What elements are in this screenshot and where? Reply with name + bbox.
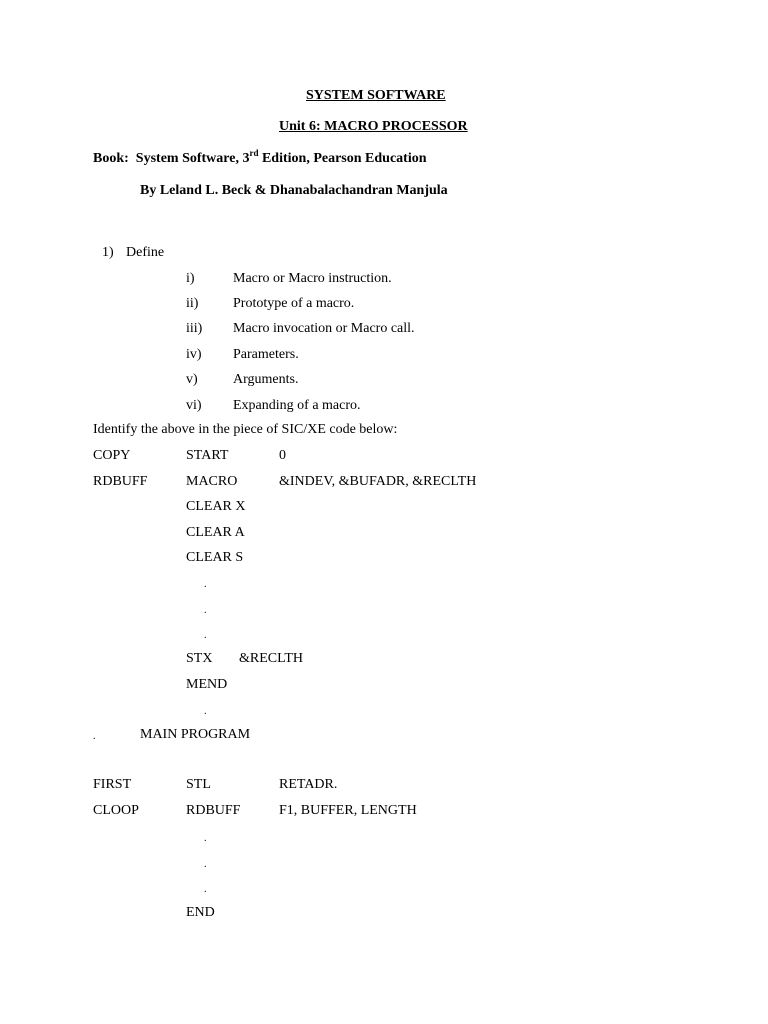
book-line (93, 150, 427, 168)
ellipsis-dot: . (204, 884, 207, 895)
definition-text: Expanding of a macro. (233, 398, 361, 413)
code-op: MACRO (186, 474, 238, 489)
code-op: START (186, 448, 229, 463)
ellipsis-dot: . (204, 706, 207, 717)
code-op: END (186, 905, 215, 920)
definition-text: Macro invocation or Macro call. (233, 321, 415, 336)
code-label: CLOOP (93, 803, 139, 818)
unit-title: Unit 6: MACRO PROCESSOR (279, 119, 468, 134)
definition-num: v) (186, 372, 198, 387)
ellipsis-dot: . (204, 605, 207, 616)
course-title: SYSTEM SOFTWARE (306, 88, 446, 103)
code-op: CLEAR X (186, 499, 246, 514)
instruction-text: Identify the above in the piece of SIC/XE code below: (93, 422, 398, 437)
definition-num: ii) (186, 296, 199, 311)
comment-dot: . (93, 731, 96, 742)
book-title: System Software, 3rd Edition, Pearson Education (135, 148, 427, 166)
code-operand: 0 (279, 448, 286, 463)
code-op: CLEAR A (186, 525, 245, 540)
definition-text: Macro or Macro instruction. (233, 271, 392, 286)
ellipsis-dot: . (204, 833, 207, 844)
definition-num: iv) (186, 347, 202, 362)
code-label: RDBUFF (93, 474, 148, 489)
code-label: FIRST (93, 777, 132, 792)
ellipsis-dot: . (204, 579, 207, 590)
code-op: CLEAR S (186, 550, 244, 565)
definition-num: vi) (186, 398, 202, 413)
code-operand: &INDEV, &BUFADR, &RECLTH (279, 474, 477, 489)
ellipsis-dot: . (204, 630, 207, 641)
authors-line: By Leland L. Beck & Dhanabalachandran Manjula (140, 183, 448, 198)
code-operand: &RECLTH (239, 651, 304, 666)
code-op: MEND (186, 677, 228, 692)
code-op: STL (186, 777, 211, 792)
code-op: STX (186, 651, 213, 666)
definition-text: Prototype of a macro. (233, 296, 355, 311)
code-op: RDBUFF (186, 803, 241, 818)
question-number: 1) (102, 245, 114, 260)
book-label: Book: (93, 151, 129, 166)
question-verb: Define (126, 245, 165, 260)
ellipsis-dot: . (204, 859, 207, 870)
main-program-label: MAIN PROGRAM (140, 727, 251, 742)
code-label: COPY (93, 448, 131, 463)
definition-text: Arguments. (233, 372, 299, 387)
code-operand: F1, BUFFER, LENGTH (279, 803, 417, 818)
definition-num: iii) (186, 321, 203, 336)
definition-text: Parameters. (233, 347, 299, 362)
code-operand: RETADR. (279, 777, 338, 792)
definition-num: i) (186, 271, 195, 286)
